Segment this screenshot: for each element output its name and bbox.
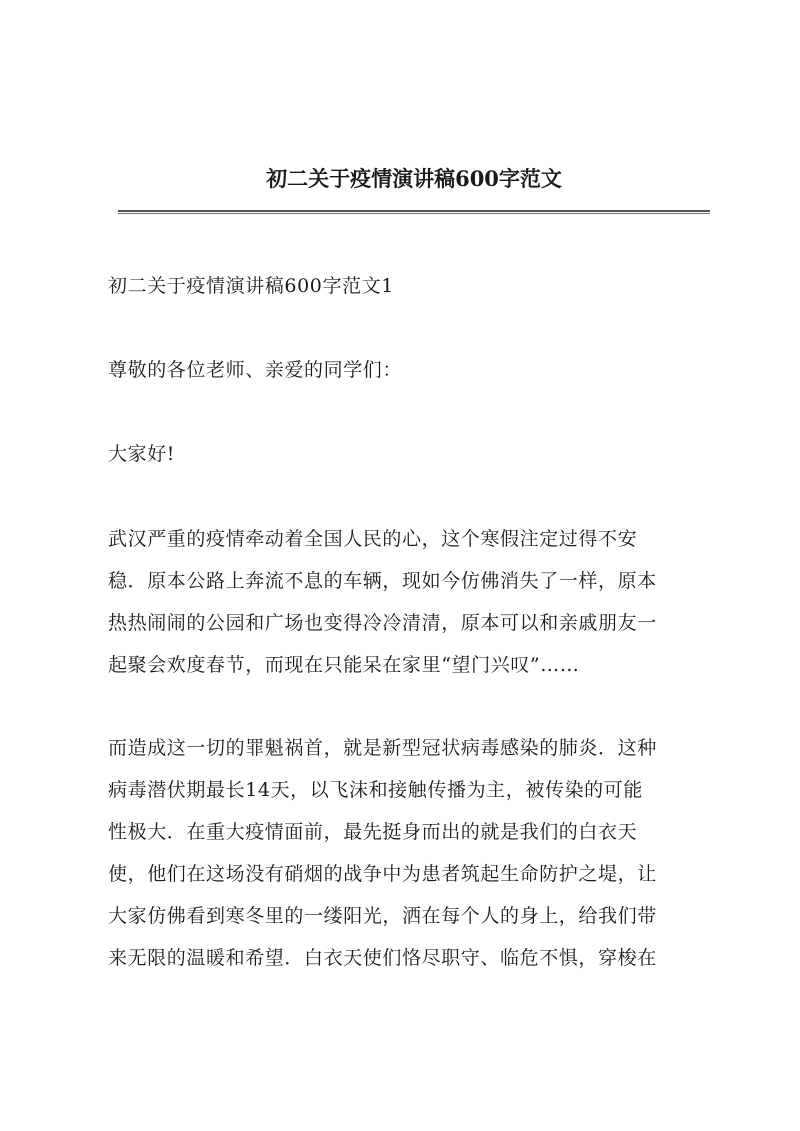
document-title: 初二关于疫情演讲稿600字范文	[266, 166, 562, 191]
section-heading: 初二关于疫情演讲稿600字范文1	[108, 275, 394, 297]
greeting-line: 大家好!	[108, 443, 176, 465]
paragraph-line: 使，他们在这场没有硝烟的战争中为患者筑起生命防护之堤，让	[108, 863, 657, 885]
paragraph-line: 而造成这一切的罪魁祸首，就是新型冠状病毒感染的肺炎．这种	[108, 737, 657, 759]
paragraph-line: 稳．原本公路上奔流不息的车辆，现如今仿佛消失了一样，原本	[108, 570, 657, 592]
paragraph-line: 热热闹闹的公园和广场也变得冷冷清清，原本可以和亲戚朋友一	[108, 612, 657, 634]
paragraph-line: 来无限的温暖和希望．白衣天使们恪尽职守、临危不惧，穿梭在	[108, 947, 657, 969]
paragraph-line: 性极大．在重大疫情面前，最先挺身而出的就是我们的白衣天	[108, 821, 638, 843]
paragraph-line: 病毒潜伏期最长14天，以飞沫和接触传播为主，被传染的可能	[108, 779, 643, 801]
title-divider	[118, 210, 710, 214]
paragraph-line: 武汉严重的疫情牵动着全国人民的心，这个寒假注定过得不安	[108, 528, 638, 550]
paragraph-line: 大家仿佛看到寒冬里的一缕阳光，洒在每个人的身上，给我们带	[108, 905, 657, 927]
paragraph-line: 起聚会欢度春节，而现在只能呆在家里“望门兴叹”……	[108, 654, 580, 676]
salutation-line: 尊敬的各位老师、亲爱的同学们：	[108, 359, 403, 381]
